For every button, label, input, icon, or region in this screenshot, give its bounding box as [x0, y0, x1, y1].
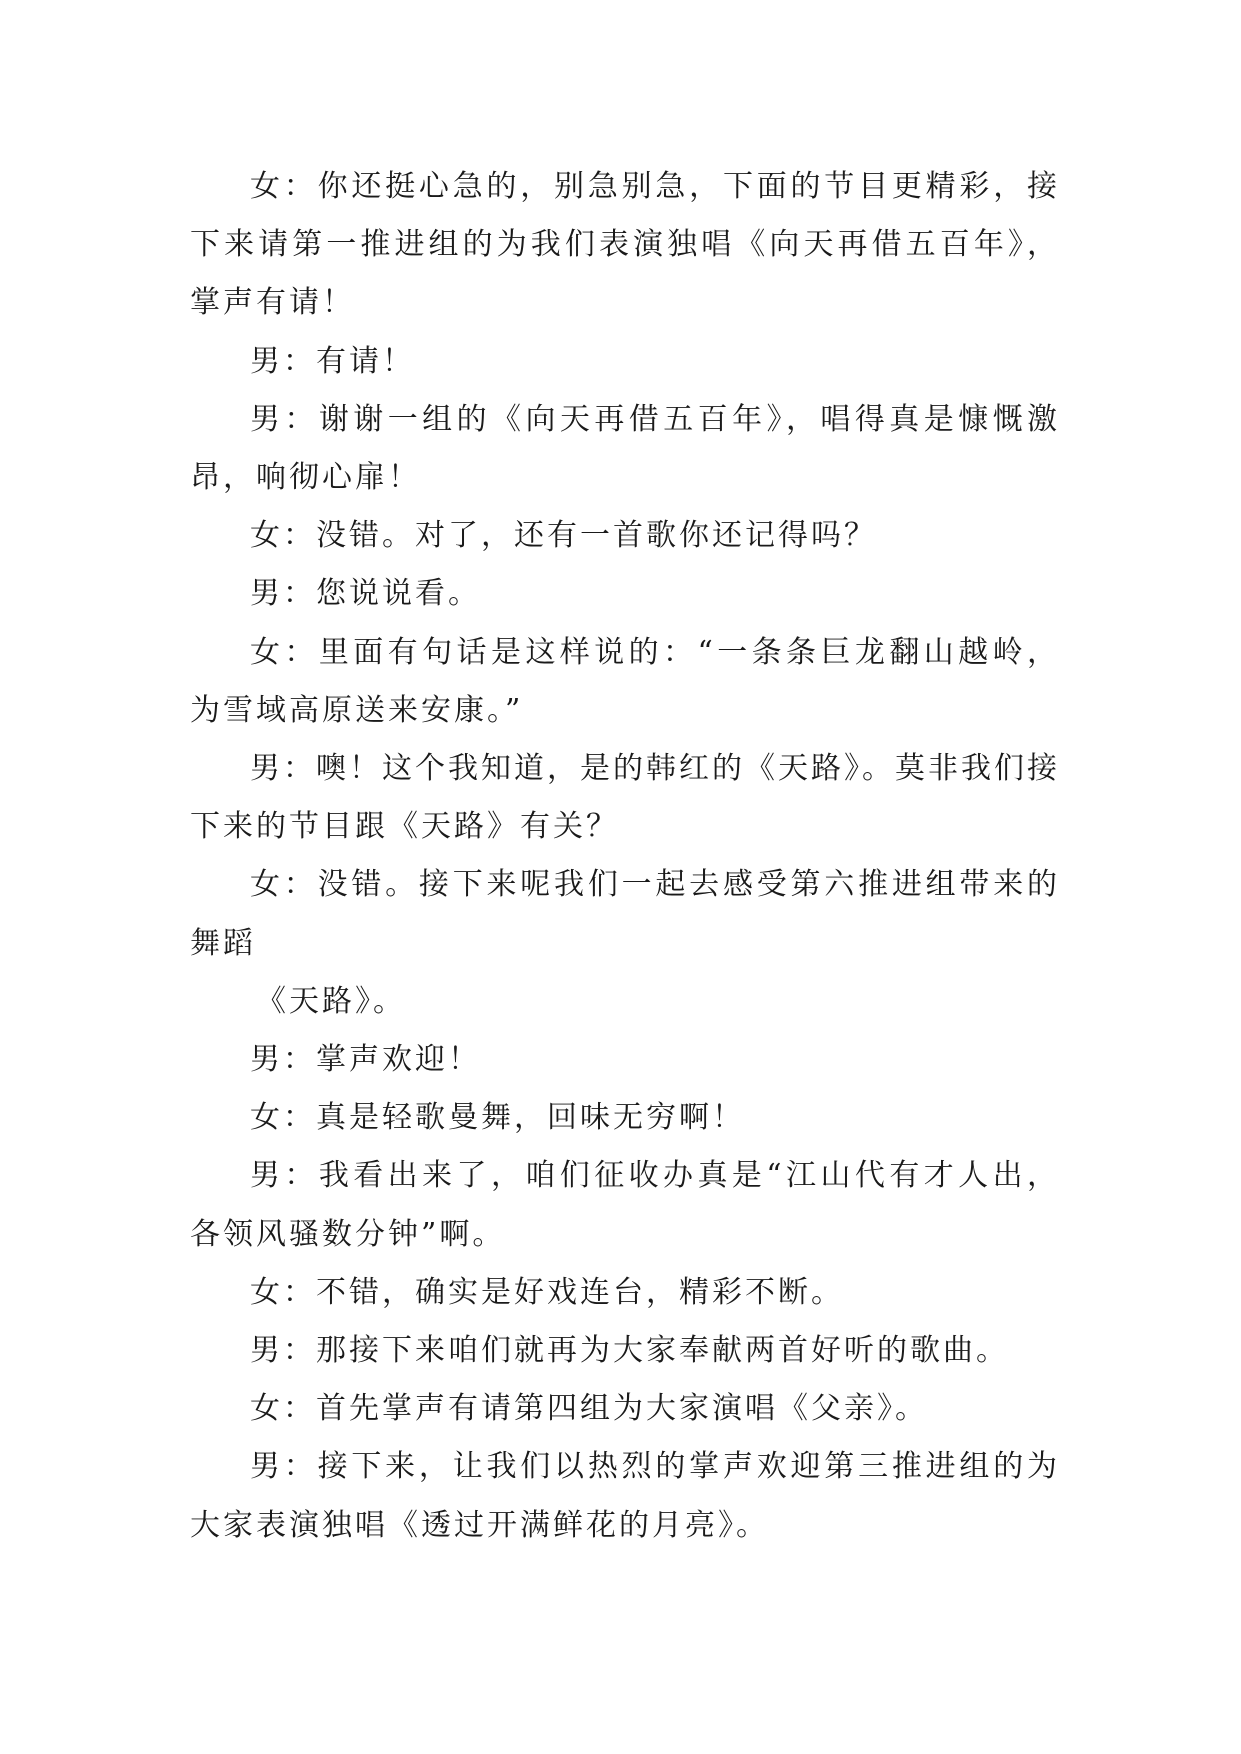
paragraph: 女：没错。对了，还有一首歌你还记得吗？ — [250, 518, 877, 554]
paragraph: 男：有请！ — [250, 343, 415, 379]
paragraph: 男：噢！这个我知道，是的韩红的《天路》。莫非我们接下来的节目跟《天路》有关？ — [190, 751, 1060, 845]
paragraph: 女：首先掌声有请第四组为大家演唱《父亲》。 — [250, 1391, 928, 1427]
paragraph: 女：没错。接下来呢我们一起去感受第六推进组带来的舞蹈 — [190, 867, 1060, 961]
paragraph: 女：真是轻歌曼舞，回味无穷啊！ — [250, 1100, 745, 1136]
paragraph: 《天路》。 — [256, 983, 406, 1019]
paragraph: 男：我看出来了，咱们征收办真是“江山代有才人出，各领风骚数分钟”啊。 — [190, 1158, 1060, 1252]
paragraph: 女：不错，确实是好戏连台，精彩不断。 — [250, 1274, 844, 1310]
paragraph: 男：接下来，让我们以热烈的掌声欢迎第三推进组的为大家表演独唱《透过开满鲜花的月亮》。 — [190, 1449, 1060, 1543]
paragraph: 女：里面有句话是这样说的：“一条条巨龙翻山越岭，为雪域高原送来安康。” — [190, 634, 1060, 728]
paragraph: 男：您说说看。 — [250, 576, 481, 612]
paragraph: 男：谢谢一组的《向天再借五百年》，唱得真是慷慨激昂，响彻心扉！ — [190, 401, 1060, 496]
paragraph: 女：你还挺心急的，别急别急，下面的节目更精彩，接下来请第一推进组的为我们表演独唱《向天再借五百年》，掌声有请！ — [190, 169, 1060, 321]
paragraph: 男：掌声欢迎！ — [250, 1042, 481, 1078]
paragraph: 男：那接下来咱们就再为大家奉献两首好听的歌曲。 — [250, 1333, 1009, 1369]
document-body — [190, 158, 1060, 1555]
